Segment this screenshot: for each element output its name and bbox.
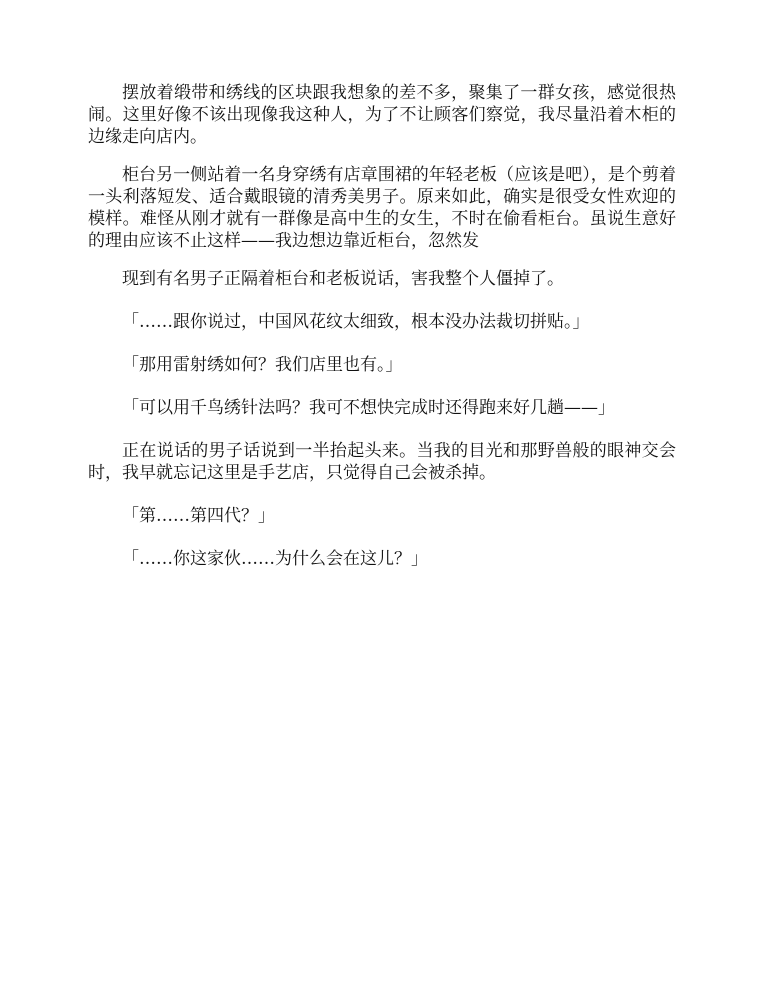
dialogue-line: 「……你这家伙……为什么会在这儿？」: [122, 549, 428, 569]
dialogue-line: 「可以用千鸟绣针法吗？我可不想快完成时还得跑来好几趟——」: [122, 398, 615, 418]
paragraph: 现到有名男子正隔着柜台和老板说话，害我整个人僵掉了。: [122, 269, 564, 289]
dialogue-line: 「那用雷射绣如何？我们店里也有。」: [122, 355, 403, 375]
paragraph: 摆放着缎带和绣线的区块跟我想象的差不多，聚集了一群女孩，感觉很热闹。这里好像不该出现像我这种人，为了不让顾客们察觉，我尽量沿着木柜的边缘走向店内。: [88, 83, 676, 147]
dialogue-line: 「……跟你说过，中国风花纹太细致，根本没办法裁切拼贴。」: [122, 312, 590, 332]
dialogue-line: 「第……第四代？」: [122, 506, 275, 526]
paragraph: 柜台另一侧站着一名身穿绣有店章围裙的年轻老板（应该是吧），是个剪着一头利落短发、适合戴眼镜的清秀美男子。原来如此，确实是很受女性欢迎的模样。难怪从刚才就有一群像是高中生的女生，不时在偷看柜台。虽说生意好的理由应该不止这样——我边想边靠近柜台，忽然发: [88, 165, 676, 251]
paragraph: 正在说话的男子话说到一半抬起头来。当我的目光和那野兽般的眼神交会时，我早就忘记这里是手艺店，只觉得自己会被杀掉。: [88, 441, 676, 483]
document-page: [88, 82, 676, 570]
